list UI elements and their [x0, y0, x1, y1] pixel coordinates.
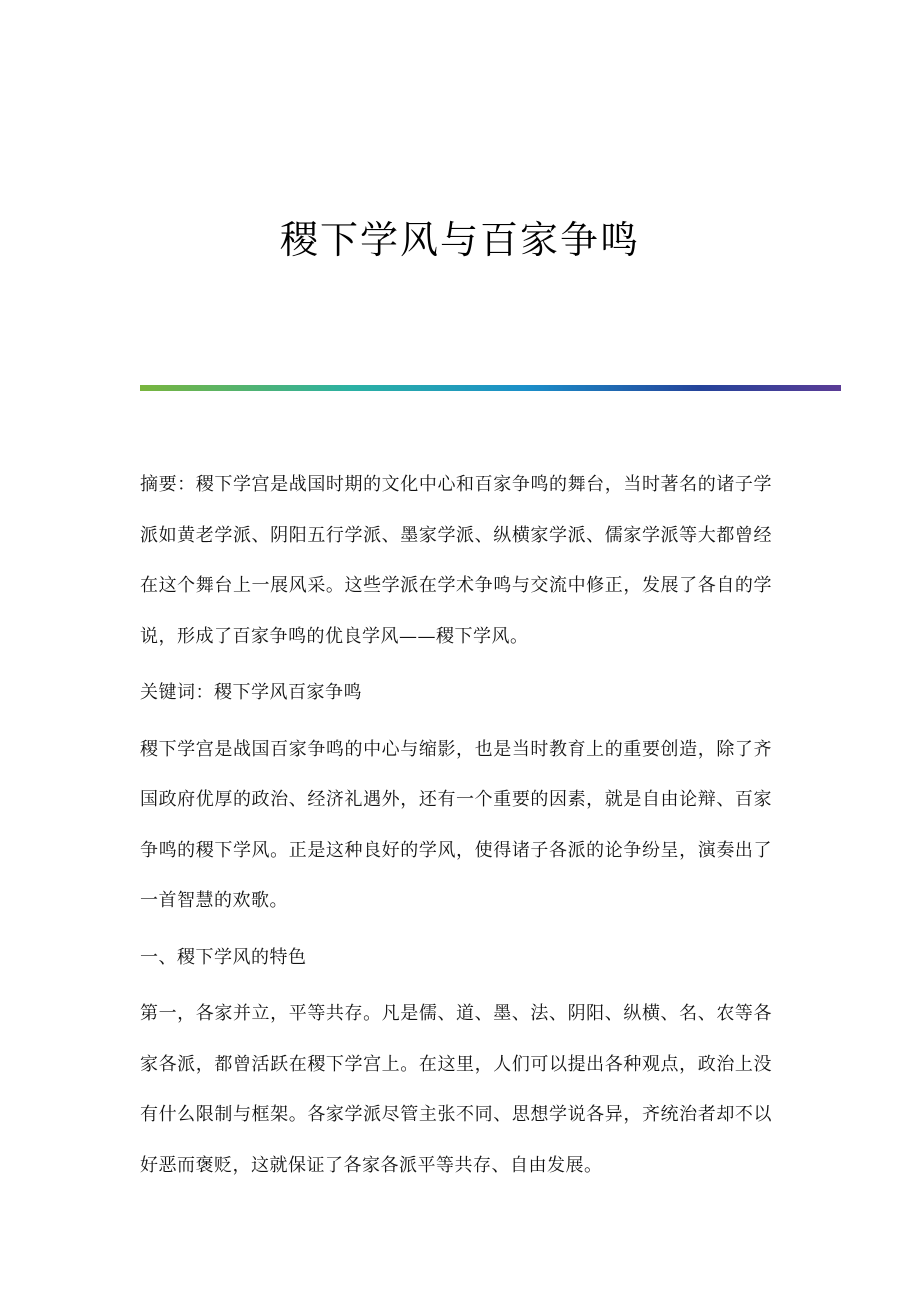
- page-title: 稷下学风与百家争鸣: [279, 218, 640, 262]
- section-heading: 一、稷下学风的特色: [140, 946, 307, 968]
- abstract-paragraph: 摘要：稷下学宫是战国时期的文化中心和百家争鸣的舞台，当时著名的诸子学派如黄老学派、阴阳五行学派、墨家学派、纵横家学派、儒家学派等大都曾经在这个舞台上一展风采。这些学派在学术争鸣与交流中修正，发展了各自的学说，形成了百家争鸣的优良学风——稷下学风。: [140, 474, 772, 647]
- document-body: [140, 460, 772, 1197]
- keywords-paragraph: 关键词：稷下学风百家争鸣: [140, 682, 362, 703]
- intro-paragraph: 稷下学宫是战国百家争鸣的中心与缩影，也是当时教育上的重要创造，除了齐国政府优厚的政治、经济礼遇外，还有一个重要的因素，就是自由论辩、百家争鸣的稷下学风。正是这种良好的学风，使得诸子各派的论争纷呈，演奏出了一首智慧的欢歌。: [140, 738, 772, 911]
- section-paragraph: 第一，各家并立，平等共存。凡是儒、道、墨、法、阴阳、纵横、名、农等各家各派，都曾活跃在稷下学宫上。在这里，人们可以提出各种观点，政治上没有什么限制与框架。各家学派尽管主张不同、思想学说各异，齐统治者却不以好恶而褒贬，这就保证了各家各派平等共存、自由发展。: [140, 1003, 772, 1176]
- title-divider: [140, 385, 841, 391]
